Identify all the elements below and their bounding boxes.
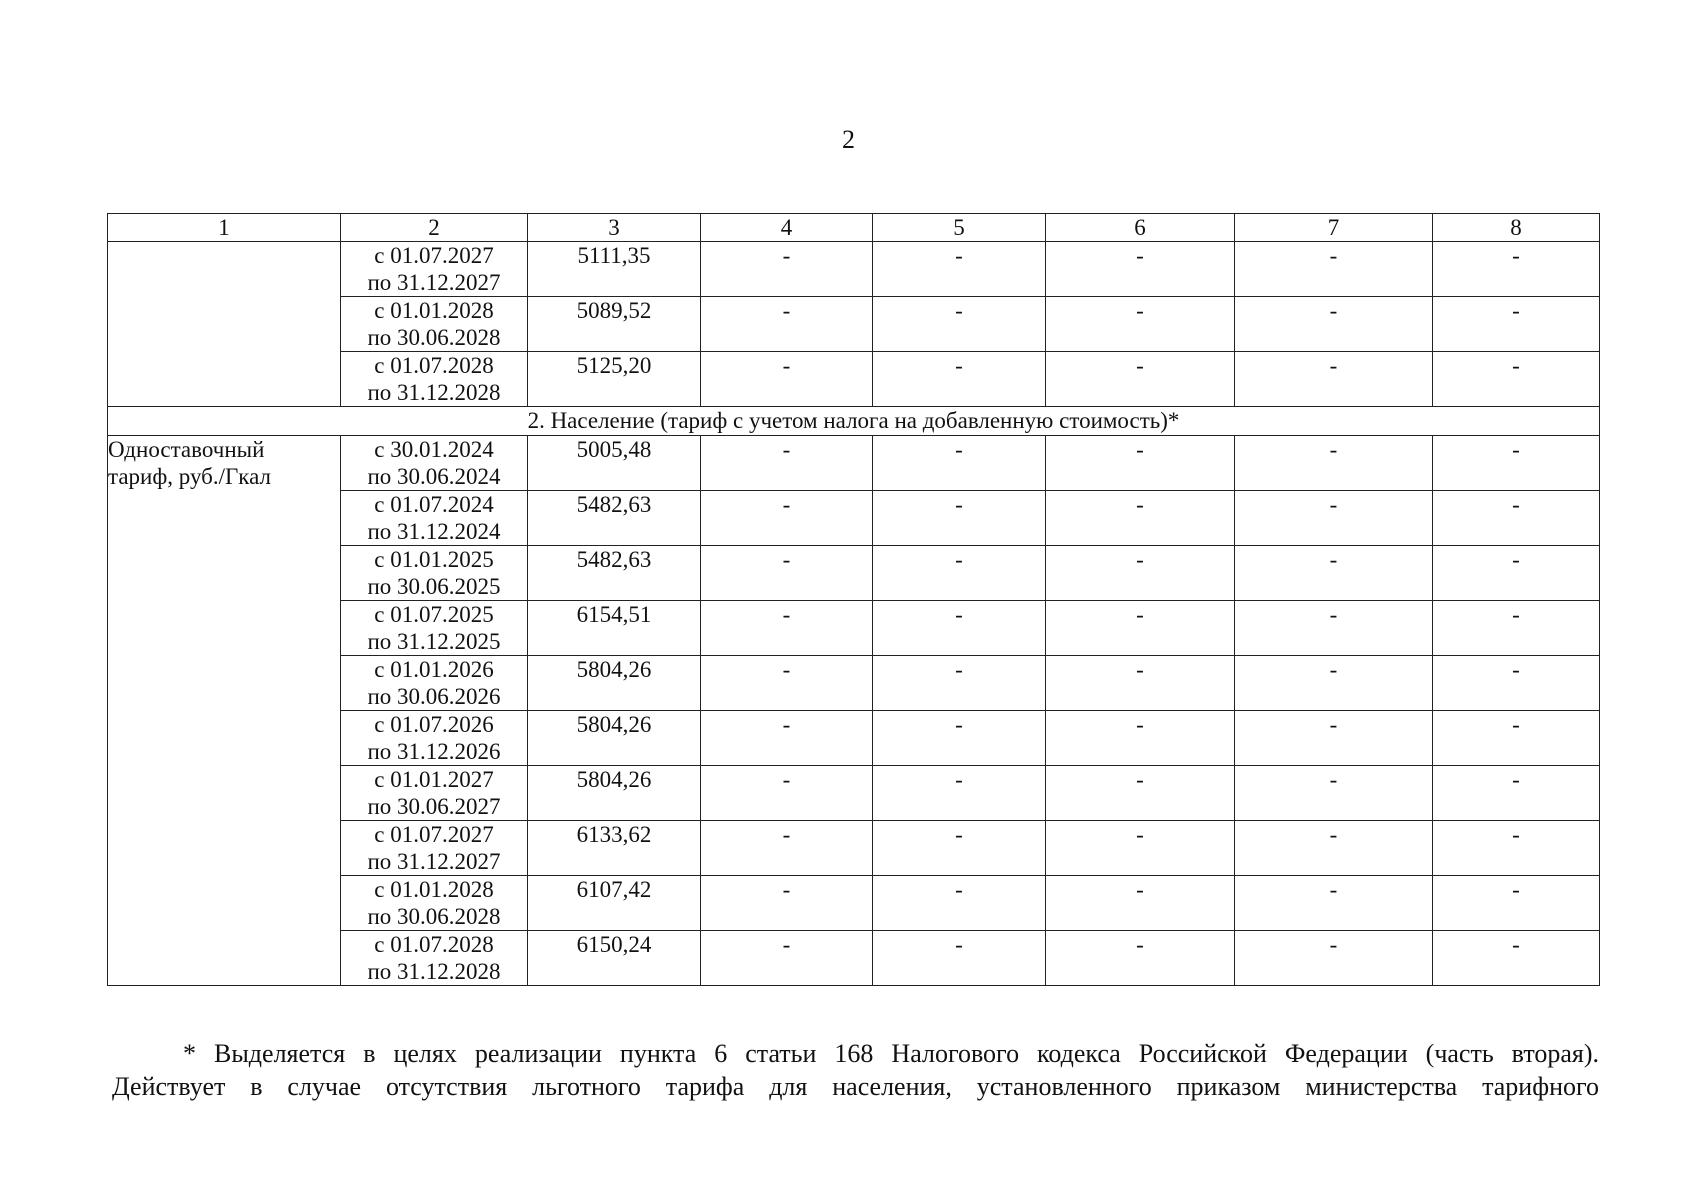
dash-cell: - xyxy=(873,931,1046,986)
period-cell xyxy=(341,436,528,491)
period-from: с 01.01.2027 xyxy=(374,767,494,792)
dash-cell: - xyxy=(1433,546,1600,601)
dash-cell: - xyxy=(1433,297,1600,352)
tariff-value-cell: 6150,24 xyxy=(528,931,701,986)
period-cell xyxy=(341,876,528,931)
dash-cell: - xyxy=(1433,931,1600,986)
period-to: по 30.06.2024 xyxy=(367,464,501,489)
tariff-value-cell: 5089,52 xyxy=(528,297,701,352)
period-to: по 30.06.2027 xyxy=(367,794,501,819)
column-header: 7 xyxy=(1235,214,1433,242)
dash-cell: - xyxy=(873,656,1046,711)
dash-cell: - xyxy=(873,491,1046,546)
period-from: с 01.01.2028 xyxy=(374,298,494,323)
tariff-value-cell: 5111,35 xyxy=(528,242,701,297)
table-row xyxy=(108,242,1600,297)
dash-cell: - xyxy=(1433,491,1600,546)
period-cell xyxy=(341,931,528,986)
dash-cell: - xyxy=(701,821,873,876)
dash-cell: - xyxy=(701,546,873,601)
period-to: по 31.12.2025 xyxy=(367,629,501,654)
period-cell xyxy=(341,711,528,766)
dash-cell: - xyxy=(1235,711,1433,766)
dash-cell: - xyxy=(1046,656,1235,711)
dash-cell: - xyxy=(701,876,873,931)
column-header: 1 xyxy=(108,214,341,242)
tariff-type-line-2: тариф, руб./Гкал xyxy=(108,464,271,489)
dash-cell: - xyxy=(1433,656,1600,711)
dash-cell: - xyxy=(873,546,1046,601)
column-header: 5 xyxy=(873,214,1046,242)
dash-cell: - xyxy=(1235,352,1433,407)
dash-cell: - xyxy=(1235,931,1433,986)
dash-cell: - xyxy=(1235,436,1433,491)
column-header: 8 xyxy=(1433,214,1600,242)
section-header-row xyxy=(108,407,1600,436)
dash-cell: - xyxy=(1433,821,1600,876)
dash-cell: - xyxy=(873,436,1046,491)
period-to: по 31.12.2024 xyxy=(367,519,501,544)
dash-cell: - xyxy=(1046,766,1235,821)
dash-cell: - xyxy=(701,297,873,352)
period-to: по 31.12.2027 xyxy=(367,270,501,295)
tariff-value-cell: 5804,26 xyxy=(528,711,701,766)
dash-cell: - xyxy=(1046,931,1235,986)
dash-cell: - xyxy=(873,297,1046,352)
footnote-line-2: Действует в случае отсутствия льготного тарифа для населения, установленного приказом министерства тарифного xyxy=(112,1072,1599,1101)
dash-cell: - xyxy=(1235,491,1433,546)
period-to: по 31.12.2028 xyxy=(367,959,501,984)
dash-cell: - xyxy=(1235,876,1433,931)
dash-cell: - xyxy=(1433,352,1600,407)
dash-cell: - xyxy=(701,711,873,766)
dash-cell: - xyxy=(701,436,873,491)
column-header: 4 xyxy=(701,214,873,242)
dash-cell: - xyxy=(1433,242,1600,297)
tariff-value-cell: 5125,20 xyxy=(528,352,701,407)
dash-cell: - xyxy=(1235,546,1433,601)
dash-cell: - xyxy=(701,766,873,821)
tariff-value-cell: 5804,26 xyxy=(528,766,701,821)
period-to: по 31.12.2026 xyxy=(367,739,501,764)
period-to: по 30.06.2028 xyxy=(367,325,501,350)
dash-cell: - xyxy=(1046,601,1235,656)
dash-cell: - xyxy=(873,242,1046,297)
tariff-value-cell: 6133,62 xyxy=(528,821,701,876)
period-cell xyxy=(341,297,528,352)
tariff-type-line-1: Одноставочный xyxy=(108,437,265,462)
dash-cell: - xyxy=(1235,601,1433,656)
period-cell xyxy=(341,242,528,297)
dash-cell: - xyxy=(1046,711,1235,766)
dash-cell: - xyxy=(1046,242,1235,297)
table-row xyxy=(108,436,1600,491)
dash-cell: - xyxy=(873,766,1046,821)
dash-cell: - xyxy=(1235,656,1433,711)
period-to: по 30.06.2028 xyxy=(367,904,501,929)
dash-cell: - xyxy=(1235,297,1433,352)
dash-cell: - xyxy=(1046,876,1235,931)
dash-cell: - xyxy=(873,601,1046,656)
dash-cell: - xyxy=(1046,436,1235,491)
footnote xyxy=(112,1037,1599,1103)
dash-cell: - xyxy=(701,656,873,711)
tariff-value-cell: 6107,42 xyxy=(528,876,701,931)
section-title: 2. Население (тариф с учетом налога на добавленную стоимость)* xyxy=(108,407,1600,436)
column-header: 6 xyxy=(1046,214,1235,242)
tariff-value-cell: 6154,51 xyxy=(528,601,701,656)
dash-cell: - xyxy=(701,931,873,986)
period-cell xyxy=(341,546,528,601)
period-to: по 30.06.2025 xyxy=(367,574,501,599)
dash-cell: - xyxy=(1235,766,1433,821)
period-cell xyxy=(341,491,528,546)
dash-cell: - xyxy=(1046,352,1235,407)
column-header: 2 xyxy=(341,214,528,242)
period-cell xyxy=(341,352,528,407)
dash-cell: - xyxy=(1433,601,1600,656)
period-to: по 30.06.2026 xyxy=(367,684,501,709)
dash-cell: - xyxy=(873,876,1046,931)
period-from: с 01.07.2027 xyxy=(374,243,494,268)
empty-category-cell xyxy=(108,242,341,407)
dash-cell: - xyxy=(1433,876,1600,931)
dash-cell: - xyxy=(1433,711,1600,766)
period-from: с 01.01.2025 xyxy=(374,547,494,572)
period-to: по 31.12.2028 xyxy=(367,380,501,405)
period-from: с 01.07.2028 xyxy=(374,353,494,378)
column-header: 3 xyxy=(528,214,701,242)
dash-cell: - xyxy=(1235,821,1433,876)
tariff-value-cell: 5482,63 xyxy=(528,546,701,601)
tariff-value-cell: 5804,26 xyxy=(528,656,701,711)
dash-cell: - xyxy=(701,352,873,407)
dash-cell: - xyxy=(701,242,873,297)
period-from: с 01.01.2028 xyxy=(374,877,494,902)
period-from: с 01.07.2026 xyxy=(374,712,494,737)
dash-cell: - xyxy=(873,711,1046,766)
dash-cell: - xyxy=(873,821,1046,876)
period-from: с 01.07.2024 xyxy=(374,492,494,517)
tariff-type-cell xyxy=(108,436,341,986)
dash-cell: - xyxy=(1433,436,1600,491)
period-from: с 30.01.2024 xyxy=(374,437,494,462)
tariff-value-cell: 5482,63 xyxy=(528,491,701,546)
dash-cell: - xyxy=(1235,242,1433,297)
period-from: с 01.07.2025 xyxy=(374,602,494,627)
dash-cell: - xyxy=(701,601,873,656)
dash-cell: - xyxy=(1433,766,1600,821)
period-cell xyxy=(341,601,528,656)
dash-cell: - xyxy=(1046,491,1235,546)
period-cell xyxy=(341,821,528,876)
dash-cell: - xyxy=(1046,821,1235,876)
period-to: по 31.12.2027 xyxy=(367,849,501,874)
footnote-line-1: * Выделяется в целях реализации пункта 6 статьи 168 Налогового кодекса Российской Федерации (часть вторая). xyxy=(183,1039,1599,1068)
period-from: с 01.07.2027 xyxy=(374,822,494,847)
period-cell xyxy=(341,656,528,711)
tariff-table xyxy=(107,213,1600,986)
period-from: с 01.01.2026 xyxy=(374,657,494,682)
period-from: с 01.07.2028 xyxy=(374,932,494,957)
dash-cell: - xyxy=(701,491,873,546)
period-cell xyxy=(341,766,528,821)
page-number: 2 xyxy=(842,125,855,154)
dash-cell: - xyxy=(1046,297,1235,352)
dash-cell: - xyxy=(873,352,1046,407)
column-number-header-row xyxy=(108,214,1600,242)
dash-cell: - xyxy=(1046,546,1235,601)
tariff-value-cell: 5005,48 xyxy=(528,436,701,491)
